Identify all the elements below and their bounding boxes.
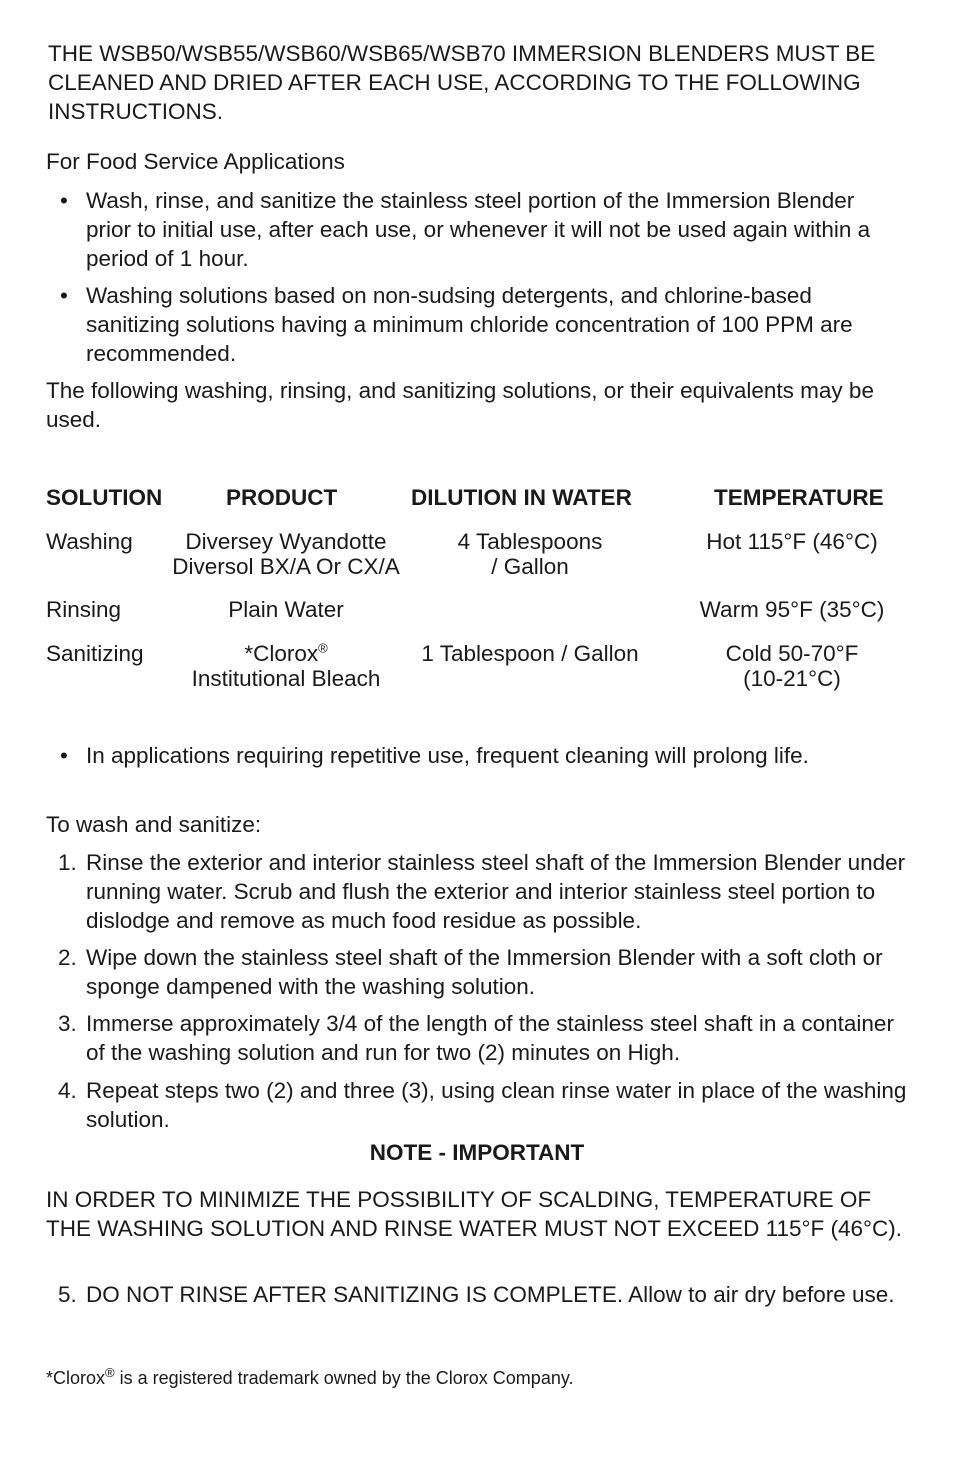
step-item [58,1009,908,1067]
registered-mark: ® [105,1365,115,1380]
cell-temperature [672,529,912,554]
step-number: 5. [58,1282,77,1307]
header-dilution: DILUTION IN WATER [411,485,632,510]
header-solution: SOLUTION [46,485,163,510]
bullet-icon: • [60,188,68,213]
bullet-icon: • [60,743,68,768]
step-item [58,848,908,935]
cell-solution: Washing [46,529,133,554]
cell-line: Institutional Bleach [191,666,381,691]
step-item [58,1076,908,1134]
step-text: Immerse approximately 3/4 of the length of the stainless steel shaft in a container of the washing solution and run for two (2) minutes on High. [86,1011,894,1065]
cell-solution: Sanitizing [46,641,144,666]
step-number: 2. [58,945,77,970]
bullet-item [60,741,900,770]
step-number: 1. [58,850,77,875]
footnote-text: is a registered trademark owned by the Clorox Company. [114,1368,574,1388]
cell-product [156,529,416,579]
cell-line: Cold 50-70°F [725,641,859,666]
cell-temperature [672,641,912,691]
cell-line: (10-21°C) [743,666,841,691]
cell-product: Plain Water [228,597,344,622]
bullet-item [60,186,900,273]
following-paragraph: The following washing, rinsing, and sanitizing solutions, or their equivalents may be used. [46,378,874,432]
cell-line: / Gallon [491,554,569,579]
footnote [46,1366,574,1390]
step-item [58,943,908,1001]
cell-line: 4 Tablespoons [457,529,603,554]
cell-dilution [400,529,660,579]
food-service-heading: For Food Service Applications [46,149,345,174]
bullet-text: Wash, rinse, and sanitize the stainless steel portion of the Immersion Blender prior to initial use, after each use, or whenever it will not be used again within a period of 1 hour. [86,188,871,271]
step-item [58,1280,908,1309]
header-product: PRODUCT [226,485,338,510]
cell-dilution: 1 Tablespoon / Gallon [421,641,639,666]
cell-line: Diversey Wyandotte [185,529,387,554]
step-number: 3. [58,1011,77,1036]
step-number: 4. [58,1078,77,1103]
wash-heading: To wash and sanitize: [46,812,262,837]
cell-line: *Clorox [244,641,319,666]
intro-paragraph: THE WSB50/WSB55/WSB60/WSB65/WSB70 IMMERSION BLENDERS MUST BE CLEANED AND DRIED AFTER EACH USE, ACCORDING TO THE FOLLOWING INSTRUCTIONS. [48,41,876,124]
footnote-prefix: *Clorox [46,1368,106,1388]
registered-mark: ® [318,640,328,656]
cell-line: Diversol BX/A Or CX/A [172,554,400,579]
cell-solution: Rinsing [46,597,122,622]
step-text: Repeat steps two (2) and three (3), using clean rinse water in place of the washing solution. [86,1078,907,1132]
cell-product [156,641,416,691]
bullet-icon: • [60,283,68,308]
note-paragraph: IN ORDER TO MINIMIZE THE POSSIBILITY OF SCALDING, TEMPERATURE OF THE WASHING SOLUTION AND RINSE WATER MUST NOT EXCEED 115°F (46°C). [46,1187,903,1241]
bullet-text: Washing solutions based on non-sudsing detergents, and chlorine-based sanitizing solutions having a minimum chloride concentration of 100 PPM are recommended. [86,283,853,366]
cell-temperature: Warm 95°F (35°C) [699,597,885,622]
step-text: Rinse the exterior and interior stainless steel shaft of the Immersion Blender under running water. Scrub and flush the exterior and interior stainless steel portion to dislodge and remove as much food residue as possible. [86,850,906,933]
bullet-item [60,281,900,368]
note-heading: NOTE - IMPORTANT [369,1140,585,1165]
step-text: Wipe down the stainless steel shaft of the Immersion Blender with a soft cloth or sponge dampened with the washing solution. [86,945,883,999]
header-temperature: TEMPERATURE [714,485,884,510]
bullet-text: In applications requiring repetitive use, frequent cleaning will prolong life. [86,743,809,768]
step-text: DO NOT RINSE AFTER SANITIZING IS COMPLETE. Allow to air dry before use. [86,1282,895,1307]
cell-line: Hot 115°F (46°C) [706,529,878,554]
